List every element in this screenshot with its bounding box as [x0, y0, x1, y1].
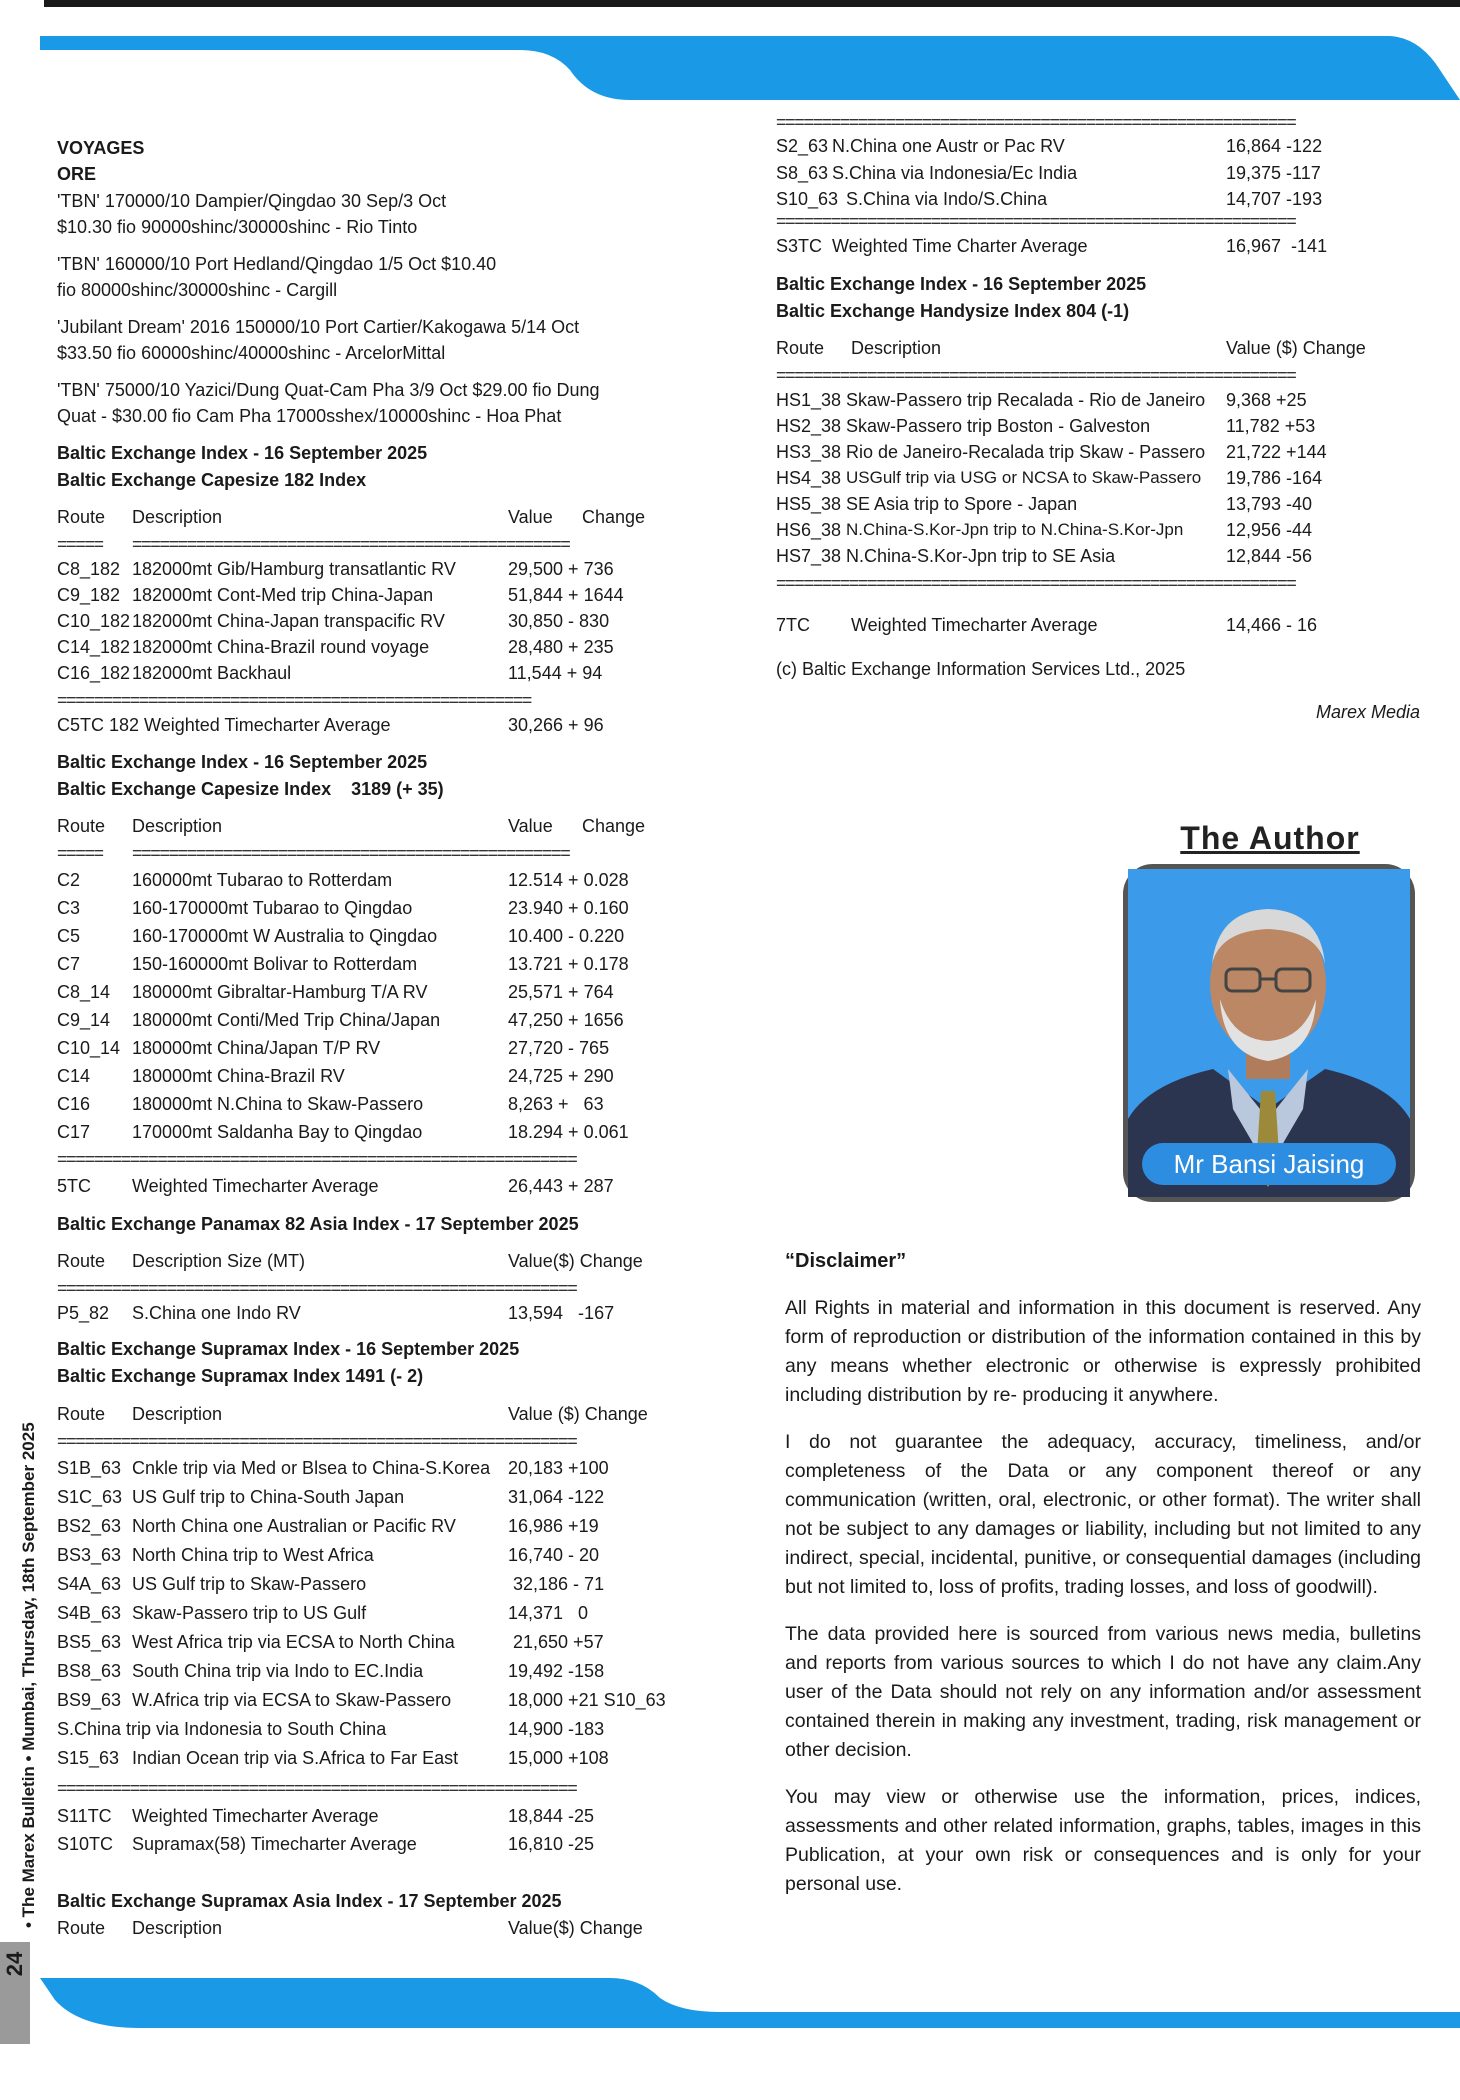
table-row-value: 51,844 + 1644 [508, 585, 624, 605]
disclaimer-paragraph: All Rights in material and information in this document is reserved. Any form of reproduction or distribution of the information contained in this by any means whether electronic or otherwise is expressly prohibited including distribution by re- producing it anywhere. [785, 1297, 1421, 1406]
table-row-value: 18.294 + 0.061 [508, 1122, 629, 1142]
average-label: Weighted Timecharter Average [132, 1806, 379, 1826]
table-row-value: 9,368 +25 [1226, 390, 1307, 410]
table-row-value: 47,250 + 1656 [508, 1010, 624, 1030]
column-header: Value($) Change [508, 1918, 643, 1938]
table-row-value: 11,782 +53 [1226, 416, 1316, 436]
table-row-desc: S.China via Indonesia/Ec India [832, 163, 1078, 183]
table-row-desc: 160000mt Tubarao to Rotterdam [132, 870, 393, 890]
column-header: Value [508, 816, 553, 836]
column-header: Value ($) Change [508, 1404, 648, 1424]
side-strip [0, 1360, 38, 1960]
table-row-route: C5 [57, 926, 81, 946]
table-row-route: C16 [57, 1094, 91, 1114]
separator: ========================================================= [57, 1778, 577, 1798]
average-label: Weighted Time Charter Average [832, 236, 1088, 256]
column-header: Route [57, 1918, 106, 1938]
column-header: Route [57, 507, 106, 527]
author-photo-card [1123, 864, 1415, 1202]
table-row-desc: USGulf trip via USG or NCSA to Skaw-Passero [846, 468, 1202, 487]
page-number: 24 [2, 1951, 27, 1977]
table-row-value: 14,900 -183 [508, 1719, 605, 1739]
column-header: Value [508, 507, 553, 527]
table-row-desc: West Africa trip via ECSA to North China [132, 1632, 455, 1652]
separator: ========================================================= [57, 1278, 577, 1298]
table-row-value: 11,544 + 94 [508, 663, 603, 683]
table-row-route: C14_182 [57, 637, 131, 657]
table-row-route: BS2_63 [57, 1516, 122, 1536]
table-row-desc: 180000mt China-Brazil RV [132, 1066, 345, 1086]
separator: ========================================================= [776, 112, 1296, 132]
table-row-value: 14,371 0 [508, 1603, 589, 1623]
table-row-value: 32,186 - 71 [508, 1574, 605, 1594]
section-title: Baltic Exchange Supramax Asia Index - 17 September 2025 [57, 1891, 562, 1911]
table-row-value: 28,480 + 235 [508, 637, 614, 657]
table-row-desc: Skaw-Passero trip Recalada - Rio de Janeiro [846, 390, 1206, 410]
table-row-desc: 160-170000mt Tubarao to Qingdao [132, 898, 413, 918]
section-title: Baltic Exchange Supramax Index - 16 September 2025 [57, 1339, 520, 1359]
table-row-route: C7 [57, 954, 81, 974]
table-row-route: HS5_38 [776, 494, 842, 514]
table-row-route: C9_14 [57, 1010, 111, 1030]
voyage-line: 'Jubilant Dream' 2016 150000/10 Port Cartier/Kakogawa 5/14 Oct [57, 317, 580, 337]
section-title: Baltic Exchange Index - 16 September 2025 [57, 443, 428, 463]
separator: ================================================ [132, 843, 570, 863]
table-row-desc: 160-170000mt W Australia to Qingdao [132, 926, 438, 946]
credit-text: Marex Media [1315, 702, 1420, 722]
table-row-value: 13.721 + 0.178 [508, 954, 629, 974]
author-heading: The Author [1180, 820, 1360, 856]
bottom-blue-banner [0, 1960, 1460, 2040]
table-row-value: 10.400 - 0.220 [508, 926, 625, 946]
table-row-value: 19,786 -164 [1226, 468, 1323, 488]
voyage-line: $10.30 fio 90000shinc/30000shinc - Rio Tinto [57, 217, 418, 237]
disclaimer-paragraph: I do not guarantee the adequacy, accuracy, timeliness, and/or completeness of the Data or any component thereof or any communication (written, oral, electronic, or other format). The writer shall not be subject to any damages or liability, including but not limited to any indirect, special, incidental, punitive, or consequential damages (including but not limited to, loss of profits, trading losses, and loss of goodwill). [785, 1431, 1421, 1598]
table-row-desc: N.China-S.Kor-Jpn trip to N.China-S.Kor-Jpn [846, 520, 1184, 539]
average-route: 5TC [57, 1176, 92, 1196]
table-row-route: S2_63 [776, 136, 829, 156]
copyright-text: (c) Baltic Exchange Information Services Ltd., 2025 [776, 659, 1186, 679]
table-row-route: C8_14 [57, 982, 111, 1002]
table-row-route: S1B_63 [57, 1458, 122, 1478]
average-label: C5TC 182 Weighted Timecharter Average [57, 715, 391, 735]
column-header: Route [57, 1404, 106, 1424]
table-row-value: 29,500 + 736 [508, 559, 614, 579]
table-row-desc: North China trip to West Africa [132, 1545, 374, 1565]
table-row-value: 16,864 -122 [1226, 136, 1323, 156]
voyages-subtitle: ORE [57, 164, 97, 184]
top-blue-banner [0, 0, 1460, 110]
table-row-value: 14,707 -193 [1226, 189, 1323, 209]
table-row-route: BS9_63 [57, 1690, 122, 1710]
table-row-desc: US Gulf trip to China-South Japan [132, 1487, 405, 1507]
table-row-route: C10_14 [57, 1038, 121, 1058]
table-row-route: HS4_38 [776, 468, 842, 488]
table-row-desc: Skaw-Passero trip Boston - Galveston [846, 416, 1151, 436]
average-route: S3TC [776, 236, 823, 256]
average-value: 14,466 - 16 [1226, 615, 1318, 635]
section-title: Baltic Exchange Index - 16 September 2025 [57, 752, 428, 772]
table-row-route: C9_182 [57, 585, 121, 605]
column-header: Description [851, 338, 942, 358]
table-row-desc: North China one Australian or Pacific RV [132, 1516, 456, 1536]
table-row-value: 23.940 + 0.160 [508, 898, 629, 918]
table-row-desc: 150-160000mt Bolivar to Rotterdam [132, 954, 418, 974]
average-value: 30,266 + 96 [508, 715, 604, 735]
average-route: S11TC [57, 1806, 112, 1826]
column-header: Route [57, 816, 106, 836]
table-row-route: C17 [57, 1122, 91, 1142]
table-row-value: 31,064 -122 [508, 1487, 605, 1507]
column-header: Description Size (MT) [132, 1251, 306, 1271]
separator: ========================================================= [57, 1149, 577, 1169]
table-row-desc: 180000mt Conti/Med Trip China/Japan [132, 1010, 441, 1030]
section-title: Baltic Exchange Panamax 82 Asia Index - 17 September 2025 [57, 1214, 579, 1234]
table-row-route: C16_182 [57, 663, 131, 683]
table-row-value: 21,722 +144 [1226, 442, 1327, 462]
table-row-route: HS3_38 [776, 442, 842, 462]
column-header: Change [582, 507, 646, 527]
table-row-desc: 182000mt Backhaul [132, 663, 292, 683]
table-row-route: S8_63 [776, 163, 829, 183]
column-header: Description [132, 1404, 223, 1424]
disclaimer-paragraph: The data provided here is sourced from various news media, bulletins and reports from various sources to which I do not have any claim.Any user of the Data should not rely on any information and/or assessment contained therein in making any investment, trading, risk management or other decision. [785, 1623, 1421, 1761]
side-publication-text: • The Marex Bulletin • Mumbai, Thursday, 18th September 2025 [19, 1422, 38, 1928]
voyage-line: fio 80000shinc/30000shinc - Cargill [57, 280, 338, 300]
table-row-desc: W.Africa trip via ECSA to Skaw-Passero [132, 1690, 452, 1710]
average-value: 16,967 -141 [1226, 236, 1328, 256]
voyage-line: Quat - $30.00 fio Cam Pha 17000sshex/10000shinc - Hoa Phat [57, 406, 562, 426]
table-row-desc: Skaw-Passero trip to US Gulf [132, 1603, 367, 1623]
average-value: 26,443 + 287 [508, 1176, 614, 1196]
table-row-route: C14 [57, 1066, 91, 1086]
table-row-desc: 182000mt China-Brazil round voyage [132, 637, 430, 657]
column-header: Value ($) Change [1226, 338, 1366, 358]
table-row-route: HS2_38 [776, 416, 842, 436]
table-row-desc: 180000mt China/Japan T/P RV [132, 1038, 381, 1058]
table-row-desc: 182000mt Gib/Hamburg transatlantic RV [132, 559, 456, 579]
average-label: Weighted Timecharter Average [851, 615, 1098, 635]
average-label: Supramax(58) Timecharter Average [132, 1834, 417, 1854]
table-row-value: 27,720 - 765 [508, 1038, 610, 1058]
disclaimer-title: “Disclaimer” [785, 1250, 907, 1272]
table-row-desc: 180000mt N.China to Skaw-Passero [132, 1094, 424, 1114]
section-title: Baltic Exchange Capesize Index 3189 (+ 35) [57, 779, 444, 799]
table-row-desc: Cnkle trip via Med or Blsea to China-S.Korea [132, 1458, 491, 1478]
table-row-route: S1C_63 [57, 1487, 123, 1507]
table-row-value: 8,263 + 63 [508, 1094, 604, 1114]
table-row-value: 15,000 +108 [508, 1748, 609, 1768]
table-row-route: S15_63 [57, 1748, 120, 1768]
table-row-desc: S.China via Indo/S.China [846, 189, 1048, 209]
column-header: Value($) Change [508, 1251, 643, 1271]
column-header: Description [132, 507, 223, 527]
table-row-desc: 170000mt Saldanha Bay to Qingdao [132, 1122, 423, 1142]
table-row-value: 16,986 +19 [508, 1516, 599, 1536]
section-title: Baltic Exchange Supramax Index 1491 (- 2) [57, 1366, 424, 1386]
table-row-value: 12.514 + 0.028 [508, 870, 629, 890]
separator: ================================================ [132, 534, 570, 554]
table-row-route: BS3_63 [57, 1545, 122, 1565]
table-row-value: 25,571 + 764 [508, 982, 614, 1002]
table-row-desc: 182000mt China-Japan transpacific RV [132, 611, 445, 631]
column-header: Route [776, 338, 825, 358]
table-row-route: S4B_63 [57, 1603, 122, 1623]
section-title: Baltic Exchange Index - 16 September 2025 [776, 274, 1147, 294]
average-label: Weighted Timecharter Average [132, 1176, 379, 1196]
table-row-route: C3 [57, 898, 81, 918]
separator: ===== [57, 534, 103, 554]
average-route: 7TC [776, 615, 811, 635]
table-row-route: C8_182 [57, 559, 121, 579]
disclaimer-paragraph: You may view or otherwise use the information, prices, indices, assessments and other related information, graphs, tables, images in this Publication, at your own risk or consequences and is only for your personal use. [785, 1786, 1421, 1895]
separator: ========================================================= [776, 573, 1296, 593]
table-row-value: 13,594 -167 [508, 1303, 615, 1323]
table-row-desc: 180000mt Gibraltar-Hamburg T/A RV [132, 982, 428, 1002]
table-row-desc: S.China one Indo RV [132, 1303, 301, 1323]
disclaimer-body [785, 1294, 1421, 1899]
table-row-desc: Indian Ocean trip via S.Africa to Far East [132, 1748, 459, 1768]
table-row-value: 24,725 + 290 [508, 1066, 614, 1086]
column-header: Description [132, 1918, 223, 1938]
separator: ========================================================= [57, 1431, 577, 1451]
table-row-desc: 182000mt Cont-Med trip China-Japan [132, 585, 434, 605]
section-title: Baltic Exchange Handysize Index 804 (-1) [776, 301, 1130, 321]
table-row-value: 19,375 -117 [1226, 163, 1321, 183]
average-value: 18,844 -25 [508, 1806, 595, 1826]
separator: ========================================================= [776, 211, 1296, 231]
table-row-value: 13,793 -40 [1226, 494, 1313, 514]
column-header: Description [132, 816, 223, 836]
table-row-desc: S.China trip via Indonesia to South China [57, 1719, 387, 1739]
voyages-title: VOYAGES [57, 138, 145, 158]
table-row-route: P5_82 [57, 1303, 110, 1323]
separator: ========================================================= [776, 365, 1296, 385]
table-row-desc: N.China-S.Kor-Jpn trip to SE Asia [846, 546, 1116, 566]
average-value: 16,810 -25 [508, 1834, 595, 1854]
table-row-route: BS5_63 [57, 1632, 122, 1652]
column-header: Route [57, 1251, 106, 1271]
table-row-value: 18,000 +21 S10_63 [508, 1690, 666, 1710]
table-row-value: 19,492 -158 [508, 1661, 605, 1681]
author-name: Mr Bansi Jaising [1142, 1143, 1396, 1185]
table-row-value: 16,740 - 20 [508, 1545, 600, 1565]
table-row-route: BS8_63 [57, 1661, 122, 1681]
table-row-route: HS1_38 [776, 390, 842, 410]
section-title: Baltic Exchange Capesize 182 Index [57, 470, 367, 490]
table-row-route: HS7_38 [776, 546, 842, 566]
table-row-value: 12,956 -44 [1226, 520, 1313, 540]
voyage-line: 'TBN' 170000/10 Dampier/Qingdao 30 Sep/3 Oct [57, 191, 447, 211]
table-row-route: HS6_38 [776, 520, 842, 540]
table-row-value: 12,844 -56 [1226, 546, 1313, 566]
table-row-desc: Rio de Janeiro-Recalada trip Skaw - Passero [846, 442, 1206, 462]
table-row-desc: US Gulf trip to Skaw-Passero [132, 1574, 367, 1594]
separator: ===== [57, 843, 103, 863]
voyage-line: 'TBN' 75000/10 Yazici/Dung Quat-Cam Pha 3/9 Oct $29.00 fio Dung [57, 380, 600, 400]
average-route: S10TC [57, 1834, 114, 1854]
voyage-line: 'TBN' 160000/10 Port Hedland/Qingdao 1/5 Oct $10.40 [57, 254, 497, 274]
table-row-route: S4A_63 [57, 1574, 122, 1594]
table-row-desc: SE Asia trip to Spore - Japan [846, 494, 1078, 514]
table-row-desc: South China trip via Indo to EC.India [132, 1661, 424, 1681]
table-row-value: 30,850 - 830 [508, 611, 610, 631]
voyage-line: $33.50 fio 60000shinc/40000shinc - ArcelorMittal [57, 343, 446, 363]
table-row-route: C2 [57, 870, 81, 890]
column-header: Change [582, 816, 646, 836]
table-row-value: 21,650 +57 [508, 1632, 604, 1652]
table-row-value: 20,183 +100 [508, 1458, 609, 1478]
table-row-route: C10_182 [57, 611, 131, 631]
separator: ==================================================== [57, 690, 531, 710]
table-row-route: S10_63 [776, 189, 839, 209]
table-row-desc: N.China one Austr or Pac RV [832, 136, 1065, 156]
